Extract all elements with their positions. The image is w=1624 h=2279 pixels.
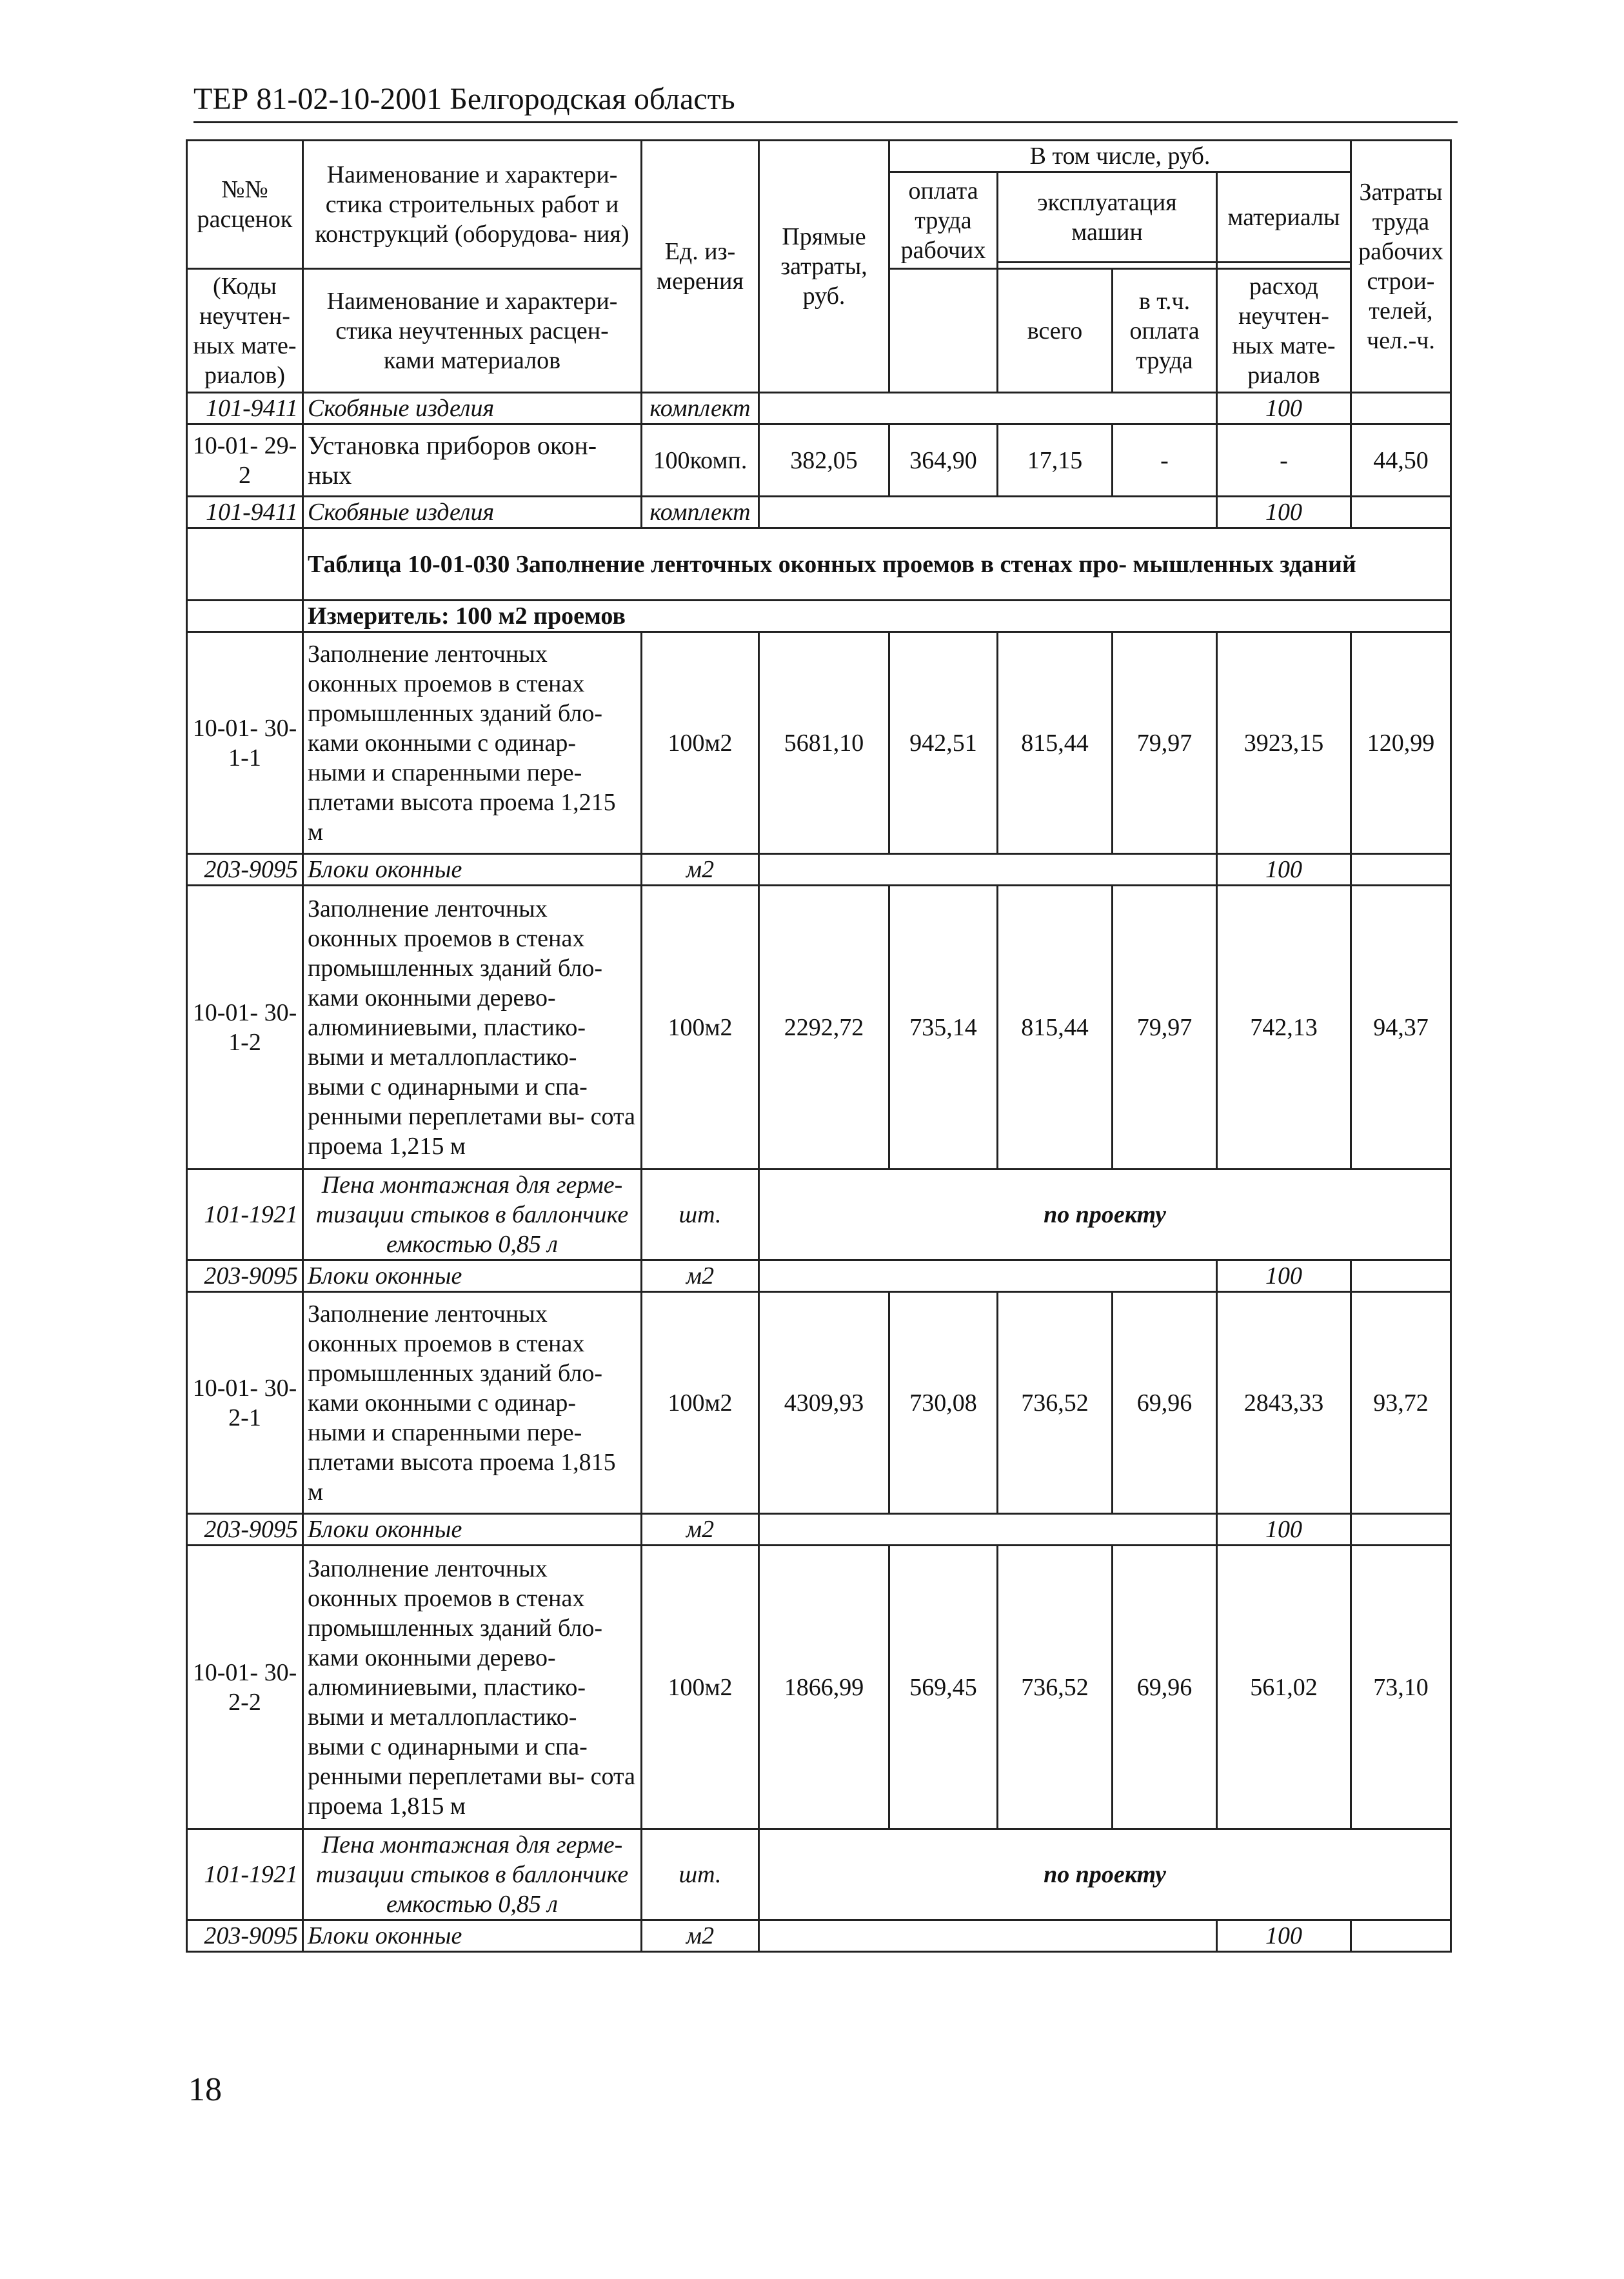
page-header: ТЕР 81-02-10-2001 Белгородская область <box>193 80 1458 123</box>
material-note: по проекту <box>759 1169 1451 1260</box>
spacer-cell <box>889 269 998 393</box>
col-material-name-header: Наименование и характери- стика неучтенных расцен- ками материалов <box>303 269 642 393</box>
material-code: 101-1921 <box>187 1829 303 1920</box>
direct-cost: 4309,93 <box>759 1292 889 1514</box>
labor-hours: 120,99 <box>1351 632 1451 854</box>
material-code: 203-9095 <box>187 1920 303 1952</box>
material-unit: м2 <box>642 1514 759 1546</box>
spacer-cell <box>998 263 1217 269</box>
labor-hours: 73,10 <box>1351 1546 1451 1829</box>
table-row <box>187 1546 1451 1829</box>
empty-cell <box>759 1260 1217 1292</box>
col-unaccounted-materials-header: расход неучтен- ных мате- риалов <box>1217 269 1351 393</box>
unit: 100м2 <box>642 1292 759 1514</box>
labor-wage: 364,90 <box>889 424 998 497</box>
unit: 100комп. <box>642 424 759 497</box>
empty-cell <box>1351 497 1451 528</box>
col-unit-header: Ед. из- мерения <box>642 141 759 393</box>
rate-code: 10-01- 30-1-2 <box>187 886 303 1169</box>
material-amount: 100 <box>1217 1920 1351 1952</box>
labor-wage: 735,14 <box>889 886 998 1169</box>
material-code: 101-9411 <box>187 393 303 424</box>
materials: 2843,33 <box>1217 1292 1351 1514</box>
material-amount: 100 <box>1217 393 1351 424</box>
col-labor-header: оплата труда рабочих <box>889 172 998 269</box>
material-row <box>187 393 1451 424</box>
material-code: 203-9095 <box>187 854 303 886</box>
col-material-code-header: (Коды неучтен- ных мате- риалов) <box>187 269 303 393</box>
material-unit: комплект <box>642 497 759 528</box>
empty-cell <box>1351 1260 1451 1292</box>
materials: - <box>1217 424 1351 497</box>
machines-wage: 69,96 <box>1113 1292 1217 1514</box>
materials: 3923,15 <box>1217 632 1351 854</box>
col-materials-header: материалы <box>1217 172 1351 263</box>
empty-cell <box>759 854 1217 886</box>
rate-code: 10-01- 30-2-2 <box>187 1546 303 1829</box>
material-row <box>187 1260 1451 1292</box>
col-labor-cost-header: Затраты труда рабочих строи- телей, чел.-ч. <box>1351 141 1451 393</box>
col-group-header: В том числе, руб. <box>889 141 1351 172</box>
machines-wage: 79,97 <box>1113 632 1217 854</box>
material-amount: 100 <box>1217 1514 1351 1546</box>
machines-wage: 69,96 <box>1113 1546 1217 1829</box>
material-row <box>187 497 1451 528</box>
material-amount: 100 <box>1217 854 1351 886</box>
material-unit: шт. <box>642 1829 759 1920</box>
col-machines-wage-header: в т.ч. оплата труда <box>1113 269 1217 393</box>
material-name: Блоки оконные <box>303 1920 642 1952</box>
work-name: Заполнение ленточных оконных проемов в стенах промышленных зданий бло- ками оконными дерево- алюминиевыми, пластико- выми и металлопластико- выми с одинарными и спа- ренными переплетами вы- сота проема 1,815 м <box>303 1546 642 1829</box>
material-amount: 100 <box>1217 1260 1351 1292</box>
machines-total: 736,52 <box>998 1546 1113 1829</box>
material-name: Скобяные изделия <box>303 497 642 528</box>
material-row <box>187 1169 1451 1260</box>
labor-hours: 94,37 <box>1351 886 1451 1169</box>
machines-total: 815,44 <box>998 886 1113 1169</box>
machines-total: 815,44 <box>998 632 1113 854</box>
empty-cell <box>1351 1920 1451 1952</box>
material-code: 101-1921 <box>187 1169 303 1260</box>
material-code: 203-9095 <box>187 1514 303 1546</box>
labor-hours: 93,72 <box>1351 1292 1451 1514</box>
meter-label: Измеритель: 100 м2 проемов <box>303 601 1451 632</box>
material-unit: комплект <box>642 393 759 424</box>
machines-wage: 79,97 <box>1113 886 1217 1169</box>
table-row <box>187 424 1451 497</box>
material-name: Блоки оконные <box>303 1514 642 1546</box>
machines-wage: - <box>1113 424 1217 497</box>
labor-hours: 44,50 <box>1351 424 1451 497</box>
table-row <box>187 886 1451 1169</box>
material-code: 203-9095 <box>187 1260 303 1292</box>
material-name: Пена монтажная для герме- тизации стыков в баллончике емкостью 0,85 л <box>303 1169 642 1260</box>
page-number: 18 <box>188 2071 222 2108</box>
material-note: по проекту <box>759 1829 1451 1920</box>
material-name: Пена монтажная для герме- тизации стыков в баллончике емкостью 0,85 л <box>303 1829 642 1920</box>
spacer-cell <box>1217 263 1351 269</box>
col-direct-cost-header: Прямые затраты, руб. <box>759 141 889 393</box>
materials: 561,02 <box>1217 1546 1351 1829</box>
material-name: Скобяные изделия <box>303 393 642 424</box>
rate-code: 10-01- 30-1-1 <box>187 632 303 854</box>
empty-cell <box>1351 1514 1451 1546</box>
material-row <box>187 1514 1451 1546</box>
direct-cost: 2292,72 <box>759 886 889 1169</box>
table-title: Таблица 10-01-030 Заполнение ленточных оконных проемов в стенах про- мышленных зданий <box>303 528 1451 601</box>
empty-cell <box>759 1920 1217 1952</box>
materials: 742,13 <box>1217 886 1351 1169</box>
material-amount: 100 <box>1217 497 1351 528</box>
material-name: Блоки оконные <box>303 854 642 886</box>
direct-cost: 382,05 <box>759 424 889 497</box>
empty-cell <box>187 528 303 601</box>
material-row <box>187 1829 1451 1920</box>
material-row <box>187 854 1451 886</box>
unit: 100м2 <box>642 1546 759 1829</box>
labor-wage: 942,51 <box>889 632 998 854</box>
material-unit: м2 <box>642 854 759 886</box>
col-rate-number-header: №№ расценок <box>187 141 303 269</box>
machines-total: 736,52 <box>998 1292 1113 1514</box>
rate-code: 10-01- 29-2 <box>187 424 303 497</box>
direct-cost: 1866,99 <box>759 1546 889 1829</box>
rates-table <box>186 139 1452 1953</box>
table-row <box>187 1292 1451 1514</box>
empty-cell <box>759 1514 1217 1546</box>
direct-cost: 5681,10 <box>759 632 889 854</box>
work-name: Установка приборов окон- ных <box>303 424 642 497</box>
empty-cell <box>759 393 1217 424</box>
work-name: Заполнение ленточных оконных проемов в стенах промышленных зданий бло- ками оконными дерево- алюминиевыми, пластико- выми и металлопластико- выми с одинарными и спа- ренными переплетами вы- сота проема 1,215 м <box>303 886 642 1169</box>
empty-cell <box>759 497 1217 528</box>
empty-cell <box>1351 854 1451 886</box>
labor-wage: 730,08 <box>889 1292 998 1514</box>
unit: 100м2 <box>642 886 759 1169</box>
material-unit: м2 <box>642 1920 759 1952</box>
col-machines-total-header: всего <box>998 269 1113 393</box>
material-name: Блоки оконные <box>303 1260 642 1292</box>
empty-cell <box>187 601 303 632</box>
work-name: Заполнение ленточных оконных проемов в стенах промышленных зданий бло- ками оконными с одинар- ными и спаренными пере- плетами высота проема 1,815 м <box>303 1292 642 1514</box>
material-unit: м2 <box>642 1260 759 1292</box>
labor-wage: 569,45 <box>889 1546 998 1829</box>
material-unit: шт. <box>642 1169 759 1260</box>
rate-code: 10-01- 30-2-1 <box>187 1292 303 1514</box>
table-row <box>187 632 1451 854</box>
machines-total: 17,15 <box>998 424 1113 497</box>
material-row <box>187 1920 1451 1952</box>
empty-cell <box>1351 393 1451 424</box>
work-name: Заполнение ленточных оконных проемов в стенах промышленных зданий бло- ками оконными с одинар- ными и спаренными пере- плетами высота проема 1,215 м <box>303 632 642 854</box>
col-machines-header: эксплуатация машин <box>998 172 1217 263</box>
material-code: 101-9411 <box>187 497 303 528</box>
col-work-name-header: Наименование и характери- стика строительных работ и конструкций (оборудова- ния) <box>303 141 642 269</box>
unit: 100м2 <box>642 632 759 854</box>
